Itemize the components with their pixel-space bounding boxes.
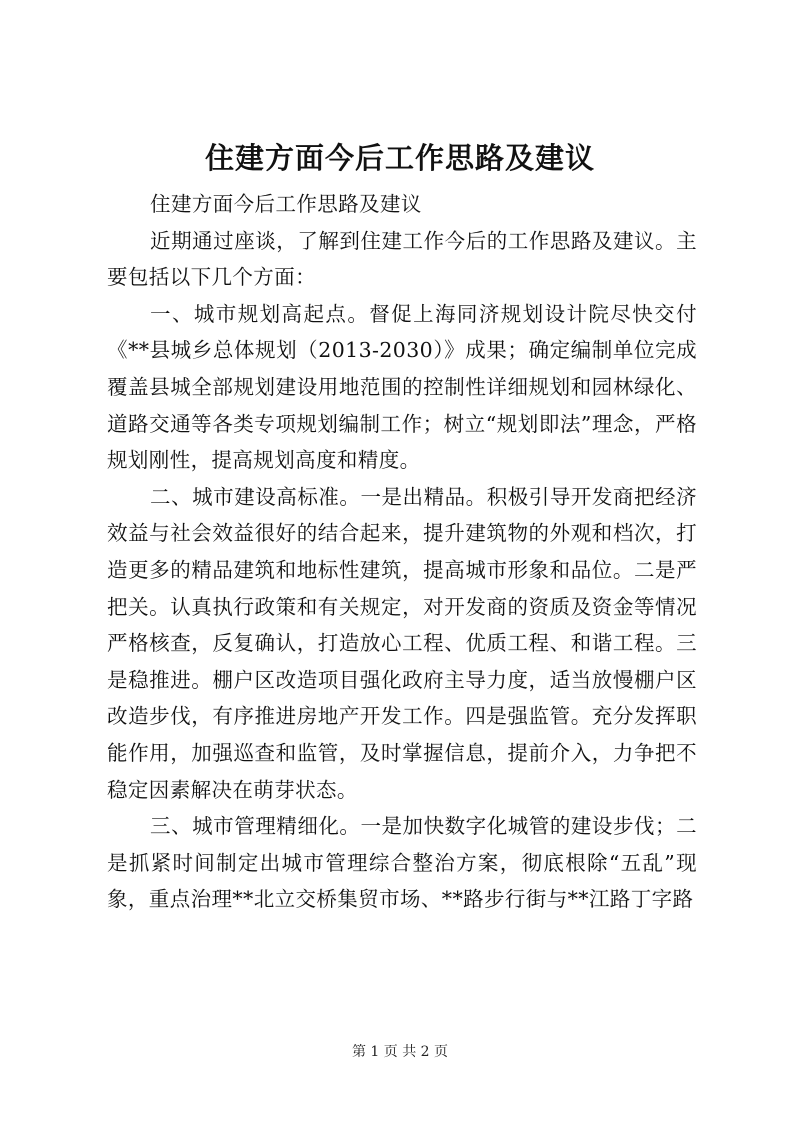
- document-body: [107, 186, 697, 918]
- paragraph-intro: 近期通过座谈，了解到住建工作今后的工作思路及建议。主要包括以下几个方面：: [107, 228, 697, 290]
- paragraph-urban-management: 三、城市管理精细化。一是加快数字化城管的建设步伐；二是抓紧时间制定出城市管理综合整治方案，彻底根除“五乱”现象，重点治理**北立交桥集贸市场、**路步行街与**江路丁字路: [107, 814, 697, 912]
- page-number-footer: 第 1 页 共 2 页: [351, 1044, 449, 1060]
- paragraph-urban-construction: 二、城市建设高标准。一是出精品。积极引导开发商把经济效益与社会效益很好的结合起来，提升建筑物的外观和档次，打造更多的精品建筑和地标性建筑，提高城市形象和品位。二是严把关。认真执行政策和有关规定，对开发商的资质及资金等情况严格核查，反复确认，打造放心工程、优质工程、和谐工程。三是稳推进。棚户区改造项目强化政府主导力度，适当放慢棚户区改造步伐，有序推进房地产开发工作。四是强监管。充分发挥职能作用，加强巡查和监管，及时掌握信息，提前介入，力争把不稳定因素解决在萌芽状态。: [107, 484, 697, 802]
- document-title: 住建方面今后工作思路及建议: [204, 141, 595, 175]
- paragraph-urban-planning: 一、城市规划高起点。督促上海同济规划设计院尽快交付《**县城乡总体规划（2013-2030）》成果；确定编制单位完成覆盖县城全部规划建设用地范围的控制性详细规划和园林绿化、道路交通等各类专项规划编制工作；树立“规划即法”理念，严格规划刚性，提高规划高度和精度。: [107, 301, 697, 473]
- paragraph-subtitle: 住建方面今后工作思路及建议: [150, 192, 422, 216]
